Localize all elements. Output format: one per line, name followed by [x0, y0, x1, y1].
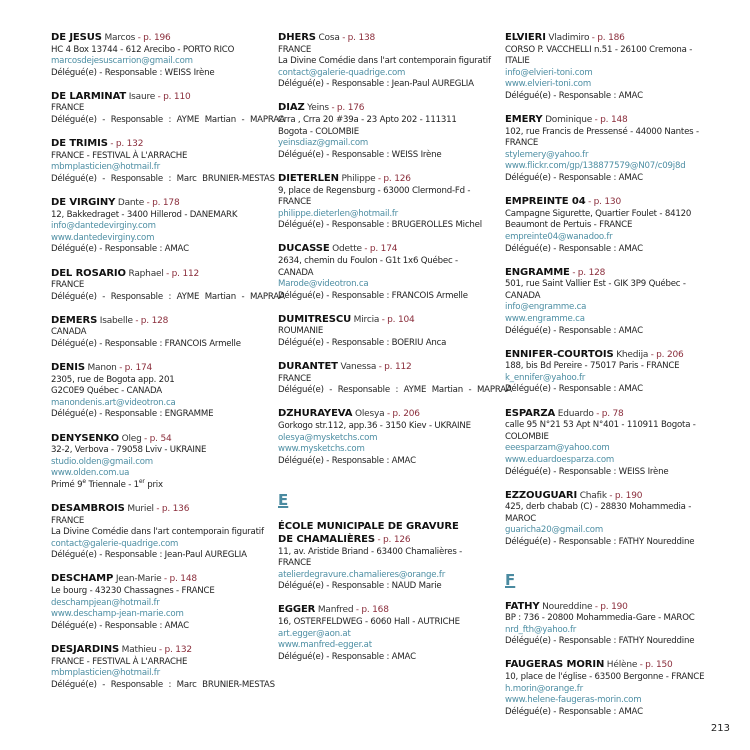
entry-address-line: HC 4 Box 13744 - 612 Arecibo - PORTO RICO	[51, 44, 235, 55]
directory-entry	[278, 604, 493, 663]
entry-address-line: FRANCE	[278, 44, 312, 55]
directory-entry	[278, 408, 493, 467]
entry-responsible: Délégué(e) - Responsable : WEISS Irène	[51, 67, 215, 78]
entry-surname: EMERY	[505, 114, 543, 126]
directory-entry	[505, 196, 730, 255]
page-reference-link[interactable]: p. 196	[143, 33, 171, 43]
entry-email-link[interactable]: k_ennifer@yahoo.fr	[505, 372, 586, 383]
entry-responsible: Délégué(e) - Responsable : ENGRAMME	[51, 409, 214, 420]
entry-heading	[278, 173, 493, 186]
entry-first-name: Isaure	[128, 91, 156, 102]
separator-dash: -	[585, 197, 594, 208]
entry-website-link[interactable]: www.engramme.ca	[505, 313, 585, 324]
separator-dash: -	[161, 574, 170, 585]
column-2	[278, 32, 512, 675]
entry-responsible: Délégué(e) - Responsable : AMAC	[505, 90, 643, 101]
column-3	[505, 32, 730, 730]
entry-email-link[interactable]: guaricha20@gmail.com	[505, 525, 604, 536]
entry-responsible: Délégué(e) - Responsable : AMAC	[278, 651, 416, 662]
separator-dash: -	[141, 433, 150, 444]
entry-email-link[interactable]: info@elvieri-toni.com	[505, 67, 593, 78]
entry-surname: DEMERS	[51, 314, 98, 326]
page-reference-link[interactable]: p. 206	[392, 409, 420, 420]
entry-responsible: Délégué(e) - Responsable : AMAC	[505, 173, 643, 184]
page-reference-link[interactable]: p. 168	[361, 605, 389, 616]
entry-responsible: Délégué(e) - Responsable : AMAC	[505, 384, 643, 395]
entry-heading	[278, 604, 493, 617]
directory-entry	[51, 267, 285, 304]
entry-heading	[505, 349, 730, 362]
entry-address-line: MAROC	[505, 513, 537, 524]
entry-heading	[505, 32, 730, 45]
page-reference-link[interactable]: p. 178	[152, 198, 180, 209]
directory-entry	[505, 114, 730, 185]
entry-first-name: Mathieu	[121, 644, 157, 655]
directory-entry	[51, 197, 266, 256]
directory-entry	[51, 138, 275, 185]
entry-first-name: Khedija	[616, 349, 649, 360]
entry-responsible: Délégué(e) - Responsable : Marc BRUNIER-MESTAS	[51, 173, 275, 184]
separator-dash: -	[135, 33, 144, 43]
entry-surname: EMPREINTE 04	[505, 196, 586, 208]
entry-email-link[interactable]: stylemery@yahoo.fr	[505, 149, 589, 160]
entry-first-name: Vanessa	[340, 362, 377, 373]
separator-dash: -	[589, 33, 598, 43]
entry-address-line: CANADA	[505, 290, 541, 301]
entry-surname-line-2: DE CHAMALIÈRES	[278, 534, 376, 545]
entry-first-name: Olesya	[354, 409, 385, 420]
directory-entry	[51, 503, 266, 562]
entry-responsible: Délégué(e) - Responsable : Jean-Paul AUREGLIA	[51, 550, 247, 561]
directory-entry	[51, 362, 266, 421]
entry-heading	[505, 659, 730, 672]
entry-heading	[51, 32, 266, 45]
separator-dash: -	[648, 349, 657, 360]
entry-first-name: Raphael	[128, 268, 164, 279]
entry-responsible: Délégué(e) - Responsable : FATHY Noureddine	[505, 536, 695, 547]
entry-address-line: FRANCE - FESTIVAL À L'ARRACHE	[51, 150, 188, 161]
page-reference-link[interactable]: p. 186	[597, 33, 625, 43]
entry-responsible: Délégué(e) - Responsable : FRANCOIS Armelle	[51, 338, 241, 349]
entry-address-line: Gorkogo str.112, app.36 - 3150 Kiev - UKRAINE	[278, 421, 471, 432]
entry-responsible: Délégué(e) - Responsable : Marc BRUNIER-MESTAS	[51, 679, 275, 690]
page-reference-link[interactable]: p. 54	[149, 433, 172, 444]
entry-first-name: Oleg	[121, 433, 142, 444]
entry-address-line: 16, OSTERFELDWEG - 6060 Hall - AUTRICHE	[278, 617, 460, 628]
entry-first-name: Muriel	[127, 504, 154, 514]
directory-entry	[278, 361, 512, 397]
entry-address-line: BP : 736 - 20800 Mohammedia-Gare - MAROC	[505, 613, 695, 624]
separator-dash: -	[361, 244, 370, 255]
entry-heading	[505, 601, 730, 614]
page-reference-link[interactable]: p. 132	[164, 644, 192, 655]
directory-entry	[51, 643, 275, 691]
entry-first-name: Cosa	[318, 33, 340, 43]
separator-dash: -	[606, 490, 615, 501]
entry-heading	[51, 573, 266, 586]
entry-first-name: Philippe	[341, 173, 376, 184]
entry-address-line: Campagne Sigurette, Quartier Foulet - 84120	[505, 208, 692, 219]
entry-email-link[interactable]: contact@galerie-quadrige.com	[51, 538, 179, 549]
entry-email-link[interactable]: olesya@mysketchs.com	[278, 432, 378, 443]
separator-dash: -	[384, 409, 393, 420]
entry-email-link[interactable]: mbmplasticien@hotmail.fr	[51, 162, 160, 173]
directory-entry	[505, 601, 730, 648]
directory-entry	[51, 433, 266, 492]
entry-responsible: Primé 9e Triennale - 1er prix	[51, 478, 163, 490]
entry-website-link[interactable]: www.mysketchs.com	[278, 444, 365, 455]
entry-heading	[278, 243, 493, 256]
entry-surname: DE TRIMIS	[51, 138, 108, 150]
entry-surname: DIETERLEN	[278, 172, 339, 184]
separator-dash: -	[132, 315, 141, 326]
entry-address-line: FRANCE - FESTIVAL À L'ARRACHE	[51, 656, 188, 667]
entry-surname: DEL ROSARIO	[51, 267, 126, 279]
entry-email-link[interactable]: deschampjean@hotmail.fr	[51, 597, 160, 608]
entry-address-line: Beaumont de Pertuis - FRANCE	[505, 220, 633, 231]
entry-heading	[51, 503, 266, 516]
entry-email-link[interactable]: contact@galerie-quadrige.com	[278, 67, 406, 78]
entry-address-line: 12, Bakkedraget - 3400 Hillerod - DANEMARK	[51, 209, 238, 220]
directory-entry	[278, 243, 493, 302]
page-reference-link[interactable]: p. 130	[593, 197, 621, 208]
separator-dash: -	[376, 362, 385, 373]
directory-entry	[51, 573, 266, 632]
directory-entry	[505, 659, 730, 718]
entry-surname: DESAMBROIS	[51, 503, 125, 514]
entry-email-link[interactable]: info@engramme.ca	[505, 302, 587, 313]
page-reference-link[interactable]: p. 176	[336, 103, 365, 114]
separator-dash: -	[156, 644, 165, 655]
page-reference-link[interactable]: p. 174	[369, 244, 398, 255]
entry-heading	[51, 315, 266, 328]
entry-surname: DENYSENKO	[51, 432, 120, 444]
entry-heading	[51, 138, 266, 151]
entry-email-link[interactable]: empreinte04@wanadoo.fr	[505, 231, 613, 242]
entry-responsible: Délégué(e) - Responsable : WEISS Irène	[505, 466, 669, 477]
directory-entry	[505, 349, 730, 396]
directory-entry	[278, 173, 493, 232]
directory-entry	[51, 315, 266, 351]
entry-first-name: Hélène	[606, 660, 638, 671]
entry-responsible: Délégué(e) - Responsable : AMAC	[51, 620, 189, 631]
entry-address-line: FRANCE	[278, 373, 312, 384]
page-reference-link[interactable]: p. 126	[382, 535, 411, 545]
entry-address-line: ROUMANIE	[278, 326, 324, 337]
entry-surname: ÉCOLE MUNICIPALE DE GRAVURE	[278, 521, 459, 533]
entry-address-line: La Divine Comédie dans l'art contemporain figuratif	[278, 56, 491, 67]
page-reference-link[interactable]: p. 150	[645, 660, 673, 671]
entry-address-line: CANADA	[51, 327, 87, 338]
entry-address-line: FRANCE	[278, 558, 312, 569]
entry-surname: DE JESUS	[51, 32, 102, 43]
separator-dash: -	[144, 198, 153, 209]
entry-responsible: Délégué(e) - Responsable : FRANCOIS Armelle	[278, 290, 468, 301]
entry-responsible: Délégué(e) - Responsable : AYME Martian - MAPRAA	[51, 115, 285, 126]
entry-first-name: Jean-Marie	[115, 574, 162, 585]
entry-email-link[interactable]: eeesparzam@yahoo.com	[505, 443, 610, 454]
entry-surname: DENIS	[51, 362, 85, 374]
entry-email-link[interactable]: mbmplasticien@hotmail.fr	[51, 668, 160, 679]
page-reference-link[interactable]: p. 112	[384, 362, 412, 373]
entry-address-line: 2305, rue de Bogota app. 201	[51, 374, 175, 385]
entry-heading	[505, 196, 730, 209]
separator-dash: -	[328, 103, 337, 114]
entry-first-name: Yeins	[307, 103, 329, 114]
entry-website-link[interactable]: www.dantedevirginy.com	[51, 232, 155, 243]
separator-dash: -	[379, 314, 388, 325]
separator-dash: -	[155, 91, 164, 102]
entry-surname: DHERS	[278, 32, 316, 43]
entry-responsible: Délégué(e) - Responsable : AYME Martian - MAPRAA	[51, 291, 285, 302]
entry-first-name: Manon	[87, 363, 117, 374]
entry-website-link[interactable]: www.olden.com.ua	[51, 468, 130, 479]
page-reference-link[interactable]: p. 104	[387, 314, 415, 325]
directory-entry	[278, 102, 493, 161]
entry-email-link[interactable]: studio.olden@gmail.com	[51, 456, 153, 467]
directory-entry	[505, 408, 730, 479]
entry-email-link[interactable]: h.morin@orange.fr	[505, 683, 583, 694]
entry-email-link[interactable]: yeinsdiaz@gmail.com	[278, 138, 369, 149]
entry-surname: DE VIRGINY	[51, 197, 116, 209]
entry-address-line: 501, rue Saint Vallier Est - GIK 3P9 Québec -	[505, 279, 686, 290]
entry-address-line: 2634, chemin du Foulon - G1t 1x6 Québec -	[278, 256, 458, 266]
entry-heading	[505, 408, 730, 421]
entry-heading	[51, 362, 266, 375]
entry-heading	[505, 114, 730, 127]
entry-address-line: COLOMBIE	[505, 431, 549, 442]
entry-heading	[278, 102, 493, 115]
entry-surname: DURANTET	[278, 361, 338, 373]
page-reference-link[interactable]: p. 138	[347, 33, 376, 43]
entry-email-link[interactable]: art.egger@aon.at	[278, 628, 351, 639]
entry-website-link[interactable]: www.helene-faugeras-morin.com	[505, 695, 642, 706]
entry-heading	[51, 433, 266, 446]
entry-surname: ENNIFER-COURTOIS	[505, 348, 614, 360]
separator-dash: -	[593, 408, 602, 419]
separator-dash: -	[375, 173, 384, 184]
entry-address-line: 188, bis Bd Pereire - 75017 Paris - FRANCE	[505, 361, 680, 372]
entry-first-name: Mircia	[353, 314, 380, 325]
separator-dash: -	[569, 267, 578, 278]
entry-surname: DESJARDINS	[51, 643, 120, 655]
page-reference-link[interactable]: p. 112	[171, 268, 200, 279]
entry-responsible: Délégué(e) - Responsable : Jean-Paul AUREGLIA	[278, 79, 474, 90]
entry-heading	[278, 314, 493, 327]
page-reference-link[interactable]: p. 110	[163, 91, 191, 102]
entry-surname: FAUGERAS MORIN	[505, 659, 605, 671]
entry-responsible: Délégué(e) - Responsable : FATHY Noureddine	[505, 636, 695, 647]
entry-address-line: Crra , Crra 20 #39a - 23 Apto 202 - 111311	[278, 115, 457, 126]
directory-entry	[51, 32, 266, 79]
separator-dash: -	[592, 115, 601, 126]
entry-address-line: FRANCE	[51, 103, 85, 114]
page-reference-link[interactable]: p. 78	[601, 408, 624, 419]
entry-heading	[51, 197, 266, 210]
separator-dash: -	[339, 33, 348, 43]
page-reference-link[interactable]: p. 190	[614, 490, 643, 501]
entry-address-line: ITALIE	[505, 56, 530, 67]
entry-address-line: CORSO P. VACCHELLI n.51 - 26100 Cremona -	[505, 44, 693, 55]
entry-address-line: 425, derb chabab (C) - 28830 Mohammedia -	[505, 502, 692, 513]
separator-dash: -	[375, 535, 383, 545]
directory-entry	[505, 32, 730, 103]
entry-first-name: Manfred	[317, 605, 354, 616]
entry-surname: EZZOUGUARI	[505, 489, 578, 501]
entry-address-line: La Divine Comédie dans l'art contemporain figuratif	[51, 527, 264, 538]
entry-surname: DZHURAYEVA	[278, 408, 353, 420]
entry-responsible: Délégué(e) - Responsable : NAUD Marie	[278, 581, 442, 592]
entry-address-line: 9, place de Regensburg - 63000 Clermond-Fd -	[278, 185, 471, 196]
section-letter-heading: F	[505, 570, 516, 589]
directory-entry	[278, 32, 493, 91]
page-number: 213	[710, 723, 730, 734]
entry-responsible: Délégué(e) - Responsable : AYME Martian - MAPRAA	[278, 385, 512, 396]
entry-first-name: Odette	[332, 244, 362, 255]
entry-address-line: FRANCE	[505, 138, 539, 149]
entry-first-name: Noureddine	[542, 601, 593, 612]
entry-email-link[interactable]: nrd_fth@yahoo.fr	[505, 624, 577, 635]
entry-address-line: FRANCE	[278, 197, 312, 208]
section-letter-heading: E	[278, 491, 289, 510]
entry-first-name: Chafik	[579, 490, 607, 501]
page-reference-link[interactable]: p. 132	[115, 139, 144, 150]
entry-responsible: Délégué(e) - Responsable : WEISS Irène	[278, 149, 442, 160]
directory-entry	[51, 90, 285, 127]
page-reference-link[interactable]: p. 206	[656, 349, 684, 360]
entry-heading	[278, 408, 493, 421]
entry-surname: DIAZ	[278, 102, 305, 114]
entry-responsible: Délégué(e) - Responsable : BRUGEROLLES Michel	[278, 220, 482, 231]
entry-email-link[interactable]: info@dantedevirginy.com	[51, 221, 156, 232]
directory-entry	[278, 521, 493, 593]
entry-address-line: Bogota - COLOMBIE	[278, 126, 359, 137]
entry-first-name: Vladimiro	[548, 33, 590, 43]
entry-address-line: 11, av. Aristide Briand - 63400 Chamalières -	[278, 546, 463, 557]
entry-heading	[51, 268, 266, 281]
entry-heading	[505, 490, 730, 503]
entry-address-line: 32-2, Verbova - 79058 Lviv - UKRAINE	[51, 445, 207, 456]
entry-first-name: Marcos	[104, 33, 136, 43]
entry-surname: ELVIERI	[505, 32, 546, 43]
entry-address-line: CANADA	[278, 267, 314, 278]
entry-heading	[278, 32, 493, 45]
entry-address-line: FRANCE	[51, 280, 85, 291]
entry-surname: EGGER	[278, 604, 316, 616]
entry-email-link[interactable]: atelierdegravure.chamalieres@orange.fr	[278, 569, 446, 580]
entry-website-link[interactable]: www.manfred-egger.at	[278, 640, 372, 651]
directory-entry	[505, 490, 730, 549]
page-reference-link[interactable]: p. 136	[161, 504, 190, 514]
entry-address-line: 102, rue Francis de Pressensé - 44000 Nantes -	[505, 126, 699, 137]
entry-surname: ENGRAMME	[505, 266, 570, 278]
entry-email-link[interactable]: philippe.dieterlen@hotmail.fr	[278, 208, 399, 219]
entry-surname: DE LARMINAT	[51, 90, 127, 102]
page-reference-link[interactable]: p. 148	[169, 574, 197, 585]
directory-entry	[505, 267, 730, 338]
page-reference-link[interactable]: p. 174	[124, 363, 153, 374]
directory-entry	[278, 314, 493, 350]
entry-responsible: Délégué(e) - Responsable : BOERIU Anca	[278, 338, 447, 349]
entry-website-link[interactable]: www.eduardoesparza.com	[505, 454, 615, 465]
page-reference-link[interactable]: p. 148	[600, 115, 628, 126]
entry-email-link[interactable]: Marode@videotron.ca	[278, 279, 369, 290]
entry-surname: FATHY	[505, 600, 540, 612]
entry-responsible: Délégué(e) - Responsable : AMAC	[505, 243, 643, 254]
entry-responsible: Délégué(e) - Responsable : AMAC	[505, 706, 643, 717]
entry-responsible: Délégué(e) - Responsable : AMAC	[505, 325, 643, 336]
entry-heading	[51, 91, 266, 104]
page-reference-link[interactable]: p. 128	[577, 267, 606, 278]
entry-website-link[interactable]: www.deschamp-jean-marie.com	[51, 609, 184, 620]
separator-dash: -	[163, 268, 172, 279]
entry-email-link[interactable]: manondenis.art@videotron.ca	[51, 397, 176, 408]
page-reference-link[interactable]: p. 126	[383, 173, 411, 184]
entry-surname: ESPARZA	[505, 407, 556, 419]
entry-heading	[278, 521, 493, 546]
entry-address-line: calle 95 N°21 53 Apt N°401 - 110911 Bogota -	[505, 420, 696, 431]
page-reference-link[interactable]: p. 128	[140, 315, 169, 326]
entry-first-name: Dante	[117, 198, 145, 209]
entry-website-link[interactable]: www.flickr.com/gp/138877579@N07/c09j8d	[505, 161, 686, 172]
entry-email-link[interactable]: marcosdejesuscarrion@gmail.com	[51, 56, 193, 67]
entry-responsible: Délégué(e) - Responsable : AMAC	[51, 244, 189, 255]
entry-address-line: Le bourg - 43230 Chassagnes - FRANCE	[51, 586, 215, 597]
entry-address-line: 10, place de l'église - 63500 Bergonne - FRANCE	[505, 672, 705, 683]
page-reference-link[interactable]: p. 190	[600, 601, 628, 612]
entry-first-name: Dominique	[545, 115, 593, 126]
entry-first-name: Isabelle	[99, 315, 133, 326]
entry-responsible: Délégué(e) - Responsable : AMAC	[278, 455, 416, 466]
separator-dash: -	[107, 139, 116, 150]
separator-dash: -	[353, 605, 362, 616]
entry-surname: DUCASSE	[278, 243, 330, 255]
entry-first-name: Eduardo	[557, 408, 594, 419]
entry-heading	[278, 361, 493, 374]
entry-address-line: FRANCE	[51, 515, 85, 526]
separator-dash: -	[637, 660, 646, 671]
entry-heading	[505, 267, 730, 280]
entry-surname: DESCHAMP	[51, 573, 114, 585]
column-1	[51, 32, 285, 703]
separator-dash: -	[116, 363, 125, 374]
entry-heading	[51, 644, 266, 657]
separator-dash: -	[153, 504, 162, 514]
entry-surname: DUMITRESCU	[278, 313, 352, 325]
entry-address-line: G2C0E9 Québec - CANADA	[51, 386, 162, 397]
entry-website-link[interactable]: www.elvieri-toni.com	[505, 79, 592, 90]
separator-dash: -	[592, 601, 601, 612]
